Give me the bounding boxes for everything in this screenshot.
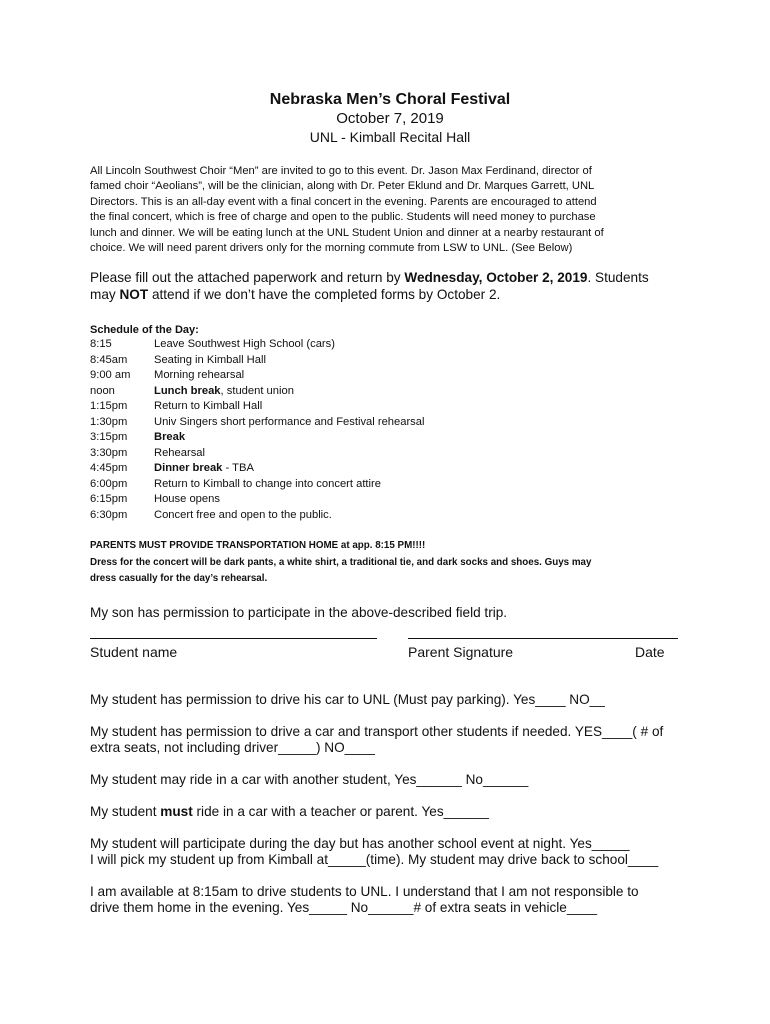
schedule-activity: Morning rehearsal — [154, 369, 245, 382]
question-line: My student will participate during the day but has another school event at night. Yes_____ — [90, 836, 630, 852]
parent-signature-label: Parent Signature — [408, 644, 514, 661]
question-text: My student — [90, 804, 161, 820]
schedule-activity: Rehearsal — [154, 446, 205, 459]
intro-line: lunch and dinner. We will be eating lunch at the UNL Student Union and dinner at a nearby restaurant of — [90, 226, 604, 239]
schedule-row — [90, 430, 690, 446]
question-line: extra seats, not including driver_____) NO____ — [90, 740, 375, 756]
document-page — [90, 90, 690, 916]
schedule-time: 6:30pm — [90, 508, 128, 521]
question-text: ride in a car with a teacher or parent. Yes______ — [192, 804, 489, 820]
return-instructions — [90, 269, 690, 303]
schedule-time: 1:30pm — [90, 415, 128, 428]
date-label: Date — [635, 644, 665, 661]
transport-notice: PARENTS MUST PROVIDE TRANSPORTATION HOME at app. 8:15 PM!!!! — [90, 540, 426, 552]
question-line: My student has permission to drive a car and transport other students if needed. YES____( # of — [90, 724, 664, 740]
question-drive-own-car: My student has permission to drive his car to UNL (Must pay parking). Yes____ NO__ — [90, 692, 605, 708]
schedule-row — [90, 353, 690, 369]
schedule-row — [90, 415, 690, 431]
schedule-heading: Schedule of the Day: — [90, 324, 199, 337]
question-line: drive them home in the evening. Yes_____ No______# of extra seats in vehicle____ — [90, 900, 598, 916]
intro-line: Directors. This is an all-day event with a final concert in the evening. Parents are encouraged to attend — [90, 195, 597, 208]
schedule-time: 1:15pm — [90, 400, 128, 413]
schedule-row — [90, 508, 690, 524]
schedule-time: 9:00 am — [90, 369, 131, 382]
schedule-row — [90, 337, 690, 353]
question-transport-others — [90, 724, 690, 756]
permission-statement: My son has permission to participate in the above-described field trip. — [90, 605, 508, 621]
schedule-row — [90, 446, 690, 462]
schedule-activity: Return to Kimball to change into concert attire — [154, 477, 381, 490]
schedule-time: 3:15pm — [90, 431, 128, 444]
schedule-bold: Dinner break — [154, 462, 223, 475]
question-line: I am available at 8:15am to drive students to UNL. I understand that I am not responsible to — [90, 884, 639, 900]
instructions-text: attend if we don’t have the completed forms by October 2. — [148, 287, 501, 303]
instructions-text: Please fill out the attached paperwork and return by — [90, 270, 405, 286]
dress-code-notice — [90, 555, 690, 587]
intro-line: the final concert, which is free of charge and open to the public. Students will need money to purchase — [90, 211, 596, 224]
must-emphasis: must — [160, 804, 193, 820]
schedule-time: 3:30pm — [90, 446, 128, 459]
question-ride-with-teacher — [90, 804, 690, 820]
deadline-date: Wednesday, October 2, 2019 — [404, 270, 588, 286]
schedule-row — [90, 399, 690, 415]
schedule-bold: Lunch break — [154, 384, 221, 397]
signature-block — [90, 638, 690, 678]
schedule-activity: - TBA — [222, 462, 254, 475]
intro-line: famed choir “Aeolians”, will be the clinician, along with Dr. Peter Eklund and Dr. Marques Garrett, UNL — [90, 180, 595, 193]
header — [90, 90, 690, 146]
schedule-bold: Break — [154, 431, 186, 444]
intro-line: All Lincoln Southwest Choir “Men” are invited to go to this event. Dr. Jason Max Ferdinand, director of — [90, 165, 592, 177]
schedule-row — [90, 368, 690, 384]
instructions-text: may — [90, 287, 120, 303]
question-line: I will pick my student up from Kimball at_____(time). My student may drive back to school____ — [90, 852, 659, 868]
schedule-activity: Return to Kimball Hall — [154, 400, 263, 413]
student-name-line[interactable] — [90, 638, 377, 639]
page-title: Nebraska Men’s Choral Festival — [269, 91, 511, 108]
dress-code-line: Dress for the concert will be dark pants, a white shirt, a traditional tie, and dark socks and shoes. Guys may — [90, 557, 592, 569]
schedule-time: 4:45pm — [90, 462, 128, 475]
event-date: October 7, 2019 — [336, 110, 444, 127]
schedule-time: 8:45am — [90, 353, 128, 366]
schedule-row — [90, 384, 690, 400]
not-emphasis: NOT — [119, 287, 149, 303]
schedule-activity: House opens — [154, 493, 220, 506]
schedule-row — [90, 492, 690, 508]
question-parent-driver — [90, 884, 690, 916]
student-name-label: Student name — [90, 644, 178, 661]
schedule-time: 6:00pm — [90, 477, 128, 490]
schedule-activity: Univ Singers short performance and Festival rehearsal — [154, 415, 425, 428]
event-venue: UNL - Kimball Recital Hall — [309, 129, 471, 145]
schedule-time: 6:15pm — [90, 493, 128, 506]
schedule-activity: Seating in Kimball Hall — [154, 353, 266, 366]
schedule-activity: Leave Southwest High School (cars) — [154, 338, 335, 351]
schedule-activity: Concert free and open to the public. — [154, 508, 332, 521]
schedule-row — [90, 461, 690, 477]
question-other-event — [90, 836, 690, 868]
schedule-time: noon — [90, 384, 115, 397]
parent-signature-line[interactable] — [408, 638, 678, 639]
schedule — [90, 324, 690, 523]
schedule-row — [90, 477, 690, 493]
schedule-time: 8:15 — [90, 338, 112, 351]
schedule-activity: , student union — [220, 384, 294, 397]
question-ride-with-student: My student may ride in a car with another student, Yes______ No______ — [90, 772, 529, 788]
instructions-text: . Students — [587, 270, 649, 286]
dress-code-line: dress casually for the day’s rehearsal. — [90, 573, 268, 585]
intro-paragraph — [90, 164, 690, 256]
intro-line: choice. We will need parent drivers only for the morning commute from LSW to UNL. (See Below) — [90, 242, 573, 255]
